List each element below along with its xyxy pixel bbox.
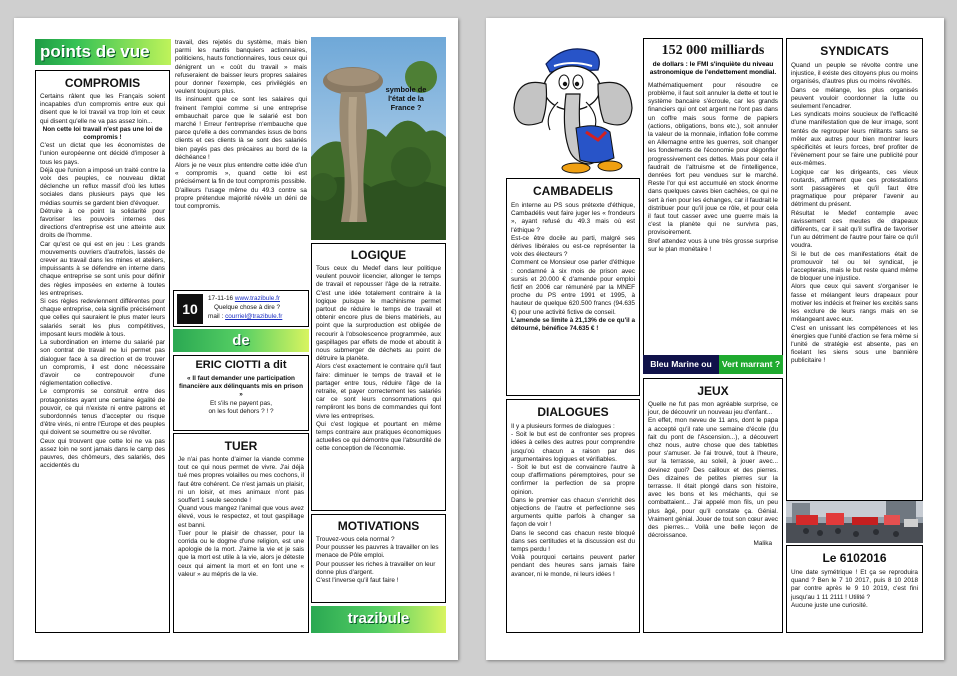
protest-photo	[786, 501, 923, 543]
jeux-signature: Malika	[753, 540, 772, 548]
site-link[interactable]: www.trazibule.fr	[234, 295, 280, 302]
eric-quote1: « Il faut demander une participation financière aux délinquants mis en prison »	[179, 375, 303, 399]
dialogues-p4: Dans le premier cas chacun s'enrichit des objections de l'autre et perfectionne ses arguments quitte parfois à changer sa façon de voir !	[511, 496, 635, 529]
banner-title: points de vue	[40, 42, 150, 61]
trazibule-label: trazibule	[347, 610, 410, 627]
milliards-p1: Mathématiquement pour résoudre ce problème, il faut soit annuler la dette et tout le système bancaire s'écroule, car les grands financiers qui ont cet argent ne l'ont pas dans un coffre mais sous forme de papiers (actions, obligations, bons etc.), soit annuler la valeur de la monnaie, inflation folle comme en Allemagne entre les guerres, soit changer les fondements de l'économie pour dégonfler progressivement ces dettes. Mais pour cela il faudrait de l'altruisme et de l'intelligence, denrées fort peu vendues sur le marché. Reste l'or qui est accumulé en stock énorme dans quelques caves bien cachées, ce qui ne sert à rien pour les échanges, car il faudrait le distribuer pour qu'il joue ce rôle, et pour cela il faut tout casser avec une guerre mais la c'est la planète qui ne survivra pas, provisoirement.	[648, 81, 778, 237]
compromis-p10: Ceux qui trouvent que cette loi ne va pas assez loin ne sont jamais dans le camp des pauvres, des chômeurs, des salariés, des accidentés du	[40, 437, 165, 470]
compromis-p6: Car qu'est ce qui est en jeu : Les grands mouvements ouvriers d'autrefois, lassés de crever au travail dans les mines et ateliers, impuissants à se défendre en interne dans chaque entreprise se sont unis pour définir des règles imposées en externe à toutes les entreprises.	[40, 240, 165, 297]
rock-photo-image	[311, 37, 446, 240]
compromis-article	[35, 70, 170, 633]
cambadelis-p2: Est-ce être docile au parti, malgré ses dérives libérales ou est-ce représenter la voix des électeurs ?	[511, 234, 635, 259]
syndicats-p6: Si le but de ces manifestations était de promouvoir tel ou tel syndicat, je l'accepterais, mais le but reste quand même de bloquer une injustice.	[791, 250, 918, 283]
syndicats-title: SYNDICATS	[820, 44, 889, 58]
milliards-article	[643, 38, 783, 372]
dialogues-title: DIALOGUES	[537, 405, 609, 419]
jeux-p1: Quelle ne fut pas mon agréable surprise, ce jour, de découvrir un nouveau jeu d'enfant...	[648, 401, 778, 417]
motivations-p4: C'est l'inverse qu'il faut faire !	[316, 577, 399, 585]
compromis-p5: Détruire à ce point la solidarité pour favoriser les pouvoirs internes des directions d'entreprise est une atteinte aux droits de l'homme.	[40, 207, 165, 240]
right-page	[486, 18, 944, 660]
duck-elephant-icon	[506, 36, 640, 174]
rock-photo	[311, 37, 446, 240]
logique-article	[311, 243, 446, 511]
logique-p1: Tous ceux du Medef dans leur politique veulent pouvoir licencier, allonger le temps de travail et repousser l'âge de la retraite. C'est une idée totalement contraire à la logique puisque le machinisme permet partout de réduire le temps de travail et obtenir encore plus de biens matériels, au point que la surproduction est obligée de recourir à l'obsolescence programmée, aux gaspillages par effets de mode et aboutit à nous submerger de déchets au point de détruire la planète.	[316, 265, 441, 363]
jeux-article	[643, 378, 783, 633]
date-p1: Une date symétrique ! Et ça se reproduira quand ? Ben le 7 10 2017, puis 8 10 2018 par contre après le 9 10 2019, c'est fini jusqu'au 1 11 2111 ! Utilité ?	[791, 569, 918, 601]
protest-crowd-image	[786, 501, 923, 543]
dialogues-p3: - Soit le but est de convaincre l'autre à coup d'affirmations péremptoires, pour se confirmer la perfection de sa propre opinion.	[511, 464, 635, 496]
logique-p3: Qui c'est logique et pourtant en même temps contraire aux pratiques économiques actuelles ce qui démontre que l'absurdité de cette conception de l'économie.	[316, 420, 441, 453]
tuer-p2: Quand vous mangez l'animal que vous avez élevé, vous le respectez, et tout gaspillage est banni.	[178, 505, 304, 529]
cambadelis-p1: En interne au PS sous prétexte d'éthique, Cambadélis veut faire juger les « frondeurs », ayant refusé du 49.3 mais où est l'éthique ?	[511, 202, 635, 234]
cambadelis-title: CAMBADELIS	[533, 184, 613, 198]
col2-p2: Ils insinuent que ce sont les salaires qui freinent l'emploi comme si une entreprise embauchait parce que le salarié est bon marché ! Erreur l'entreprise n'embauche que parce qu'elle a des commandes issus de bons clients et ces clients là se sont des salariés bien payés pas des précaires au bord de la déchéance !	[175, 96, 307, 161]
dialogues-article	[506, 399, 640, 633]
motivations-article	[311, 514, 446, 603]
de-banner	[173, 329, 309, 352]
col2-p4: D'ailleurs l'usage même du 49.3 contre sa propre prétendue majorité révèle un déni de tout compromis.	[175, 186, 307, 211]
left-page	[14, 18, 458, 660]
photo-caption: symbole de l'état de la France ?	[385, 85, 427, 112]
dialogues-p2: - Soit le but est de confronter ses propres idées à celles des autres pour comprendre jusqu'où chacun a raison par des argumentaires logiques et vérifiables.	[511, 431, 635, 463]
eric-quote3: on les fout dehors ? ! ?	[208, 407, 274, 415]
motivations-title: MOTIVATIONS	[337, 519, 420, 533]
cambadelis-p4: L'amende se limite à 21,13% de ce qu'il a détourné, bénéfice 74.635 € !	[511, 316, 635, 333]
compromis-p4: Déjà que l'union a imposé un traité contre la voix des peuples, ce nouveau diktat déclenche un reflux massif d'où les luttes sociales dans plusieurs pays que les médias soumis se gardent bien d'évoquer.	[40, 166, 165, 207]
compromis-p2: Non cette loi travail n'est pas une loi de compromis !	[42, 125, 163, 142]
syndicats-p4: Logique car les dirigeants, ces vieux routards, affirment que ces protestations sont passagères et qu'il faut être pragmatique pour préparer l'avenir au détriment du présent.	[791, 168, 918, 209]
syndicats-p5: Résultat le Medef contemple avec ravissement ces meutes de drapeaux différents, car il sait qu'il suffira de favoriser l'un au détriment de l'autre pour faire ce qu'il voudra.	[791, 209, 918, 250]
compromis-continuation	[173, 38, 309, 306]
syndicats-article	[786, 38, 923, 501]
milliards-p2: Bref attendez vous à une très grosse surprise sur le plan monétaire !	[648, 237, 778, 253]
date-article	[786, 545, 923, 633]
tuer-p1: Je n'ai pas honte d'aimer la viande comme tout ce qui nous permet de vivre. J'ai déjà tué mes propres volailles ou mes cochons, il faut être cohérent. Ce n'est jamais un plaisir, ni un loisir, et mes animaux n'ont pas souffert 1 seule seconde !	[178, 456, 304, 505]
compromis-p7: Si ces règles redeviennent différentes pour chaque entreprise, cela signifie précisément que celles qui sauraient le plus mater leurs salariés serait les plus compétitives, imposant leurs modèle à tous.	[40, 298, 165, 338]
milliards-subtitle: de dollars : le FMI s'inquiète du niveau astronomique de l'endettement mondial.	[649, 61, 777, 77]
bleu-marine-left: Bleu Marine ou	[643, 355, 719, 374]
bleu-marine-banner	[643, 355, 783, 374]
motivations-p1: Trouvez-vous cela normal ?	[316, 536, 395, 543]
syndicats-p3: Les syndicats moins soucieux de l'efficacité d'une manifestation que de leur image, sont tentés de regrouper leurs militants sans se mêler aux autres pour bien montrer leurs spécificités et leurs forces, bref profiter de l'évènement pour se faire une publicité pour eux-mêmes.	[791, 111, 918, 168]
compromis-p9: Le compromis se construit entre des protagonistes ayant une certaine égalité de pouvoir, ce qui n'existe ni entre patrons et subordonnés tenus d'accepter ou risque d'être virés, ni entre l'Europe et des peuples qui doivent se soumettre ou se révolter.	[40, 388, 165, 437]
dialogues-p1: Il y a plusieurs formes de dialogues :	[511, 423, 615, 430]
motivations-p2: Pour pousser les pauvres à travailler on les menace de Pôle emploi.	[316, 544, 439, 560]
tuer-p3: Tuer pour le plaisir de chasser, pour la corrida ou le dogme d'une religion, est une apologie de la mort. J'aime la vie et je sais que la mort est utile à la vie, alors je déteste ceux qui aiment la mort et en font une « valeur » au mépris de la vie.	[178, 529, 304, 578]
eric-ciotti-box	[173, 355, 309, 431]
compromis-p3: C'est un dictat que les économistes de l'union européenne ont décidé d'imposer à tous les pays.	[40, 142, 165, 166]
mail-label: mail :	[208, 313, 224, 320]
syndicats-p7: Alors que ceux qui savent s'organiser le fasse et mélangent leurs drapeaux pour motiver les indécis et freiner les excités sans les exclure de leurs rangs mais en se mélangeant avec eux.	[791, 283, 918, 324]
syndicats-p2: Dans ce mélange, les plus organisés peuvent vouloir coordonner la lutte ou seulement l'encadrer.	[791, 86, 918, 111]
syndicats-p8: C'est en unissant les compétences et les énergies que l'unité d'action se fera même si l'unité de stratégie est absente, pas en ficelant les siens sous une bannière publicitaire !	[791, 324, 918, 365]
de-word: de	[232, 332, 250, 349]
eric-title: ERIC CIOTTI a dit	[195, 359, 287, 371]
logique-title: LOGIQUE	[350, 248, 407, 262]
compromis-p1: Certains râlent que les Français soient incapables d'un compromis entre eux qui disent que le loi travail va trop loin et ceux qui disent qu'elle ne va pas assez loin...	[40, 93, 165, 125]
points-de-vue-banner	[35, 39, 171, 65]
page-number: 10	[177, 294, 203, 324]
col2-p1: travail, des rejetés du système, mais bien parmi les nantis banquiers actionnaires, politiciens, hauts fonctionnaires, tous ceux qui dénigrent un « coût du travail » mais refuseraient de baisser leurs propres salaires pour donner l'exemple, ces privilégiés en veulent toujours plus.	[175, 39, 307, 96]
tuer-article	[173, 433, 309, 633]
mail-link[interactable]: courriel@trazibule.fr	[225, 313, 283, 320]
logique-p2: Alors c'est exactement le contraire qu'il faut faire: diminuer le temps de travail et le partager entre tous, réduire l'âge de la retraite, et payer correctement les salariés car ce sont leurs consommations qui rempliront les bons de commandes qui font vivre les entreprises.	[316, 363, 441, 420]
col2-p3: Alors je ne veux plus entendre cette idée d'un « compromis », quand cette loi est précisément la fin de tout compromis possible.	[175, 162, 307, 186]
trazibule-banner	[311, 606, 446, 633]
tuer-title: TUER	[224, 439, 258, 453]
syndicats-p1: Quand un peuple se révolte contre une injustice, il existe des citoyens plus ou moins organisés, d'autres plus ou moins révoltés.	[791, 62, 918, 86]
compromis-p8: La subordination en interne du salarié par son contrat de travail ne lui permet pas dialoguer face à sa direction et de trouver un compromis, il est donc nécessaire d'avoir ce contrepouvoir d'une réglementation collective.	[40, 339, 165, 388]
cartoon-illustration	[506, 36, 640, 174]
milliards-title: 152 000 milliards	[661, 43, 765, 58]
compromis-title: COMPROMIS	[64, 76, 141, 90]
dialogues-p5: Dans le second cas chacun reste bloqué dans ses certitudes et la discussion est du temps perdu !	[511, 529, 635, 554]
date-title: Le 6102016	[822, 551, 887, 565]
cambadelis-article	[506, 178, 640, 396]
tagline: Quelque chose à dire ?	[214, 304, 281, 311]
issue-date: 17-11-16	[208, 295, 234, 302]
jeux-p2: En effet, mon neveu de 11 ans, dont le papa a accepté qu'il rate une semaine d'école (du fait du pont de l'Ascension...), a découvert chez nous, autre chose que des tablettes pour s'amuser. Je l'ai trouvé, tout à l'heure, sur la terrasse, au soleil, à jouer avec... devinez quoi? Des cailloux et des pierres. Des dizaines de petites pierres sur la terrasse. Il était plongé dans son histoire, avec les bons et les méchants, qui se combattaient... J'ai appelé mon fils, un peu plus âgé, pour qu'il constate ça. Génial. Vraiment génial. Jouer de tout son cœur avec des pierres... Voilà une belle leçon de décroissance.	[648, 417, 778, 540]
bleu-marine-right: Vert marrant ?	[719, 355, 783, 374]
motivations-p3: Pour pousser les riches à travailler on leur donne plus d'argent.	[316, 560, 436, 576]
date-p2: Aucune juste une curiosité.	[791, 601, 868, 609]
eric-quote2: Et s'ils ne payent pas,	[210, 399, 272, 407]
dialogues-p6: Voilà pourquoi certains peuvent parler pendant des heures sans jamais faire avancer, ni le monde, ni leurs idées !	[511, 554, 635, 578]
page-info-box	[173, 290, 309, 327]
jeux-title: JEUX	[697, 384, 729, 398]
cambadelis-p3: Comment ce Monsieur ose parler d'éthique : condamné à six mois de prison avec sursis et 20.000 € d'amende pour emploi fictif en 2006 car rémunéré par la MNEF proche du PS entre 1991 et 1995, à hauteur de quelque 620.500 francs (94.635 €) pour une activité fictive de conseil.	[511, 259, 635, 316]
